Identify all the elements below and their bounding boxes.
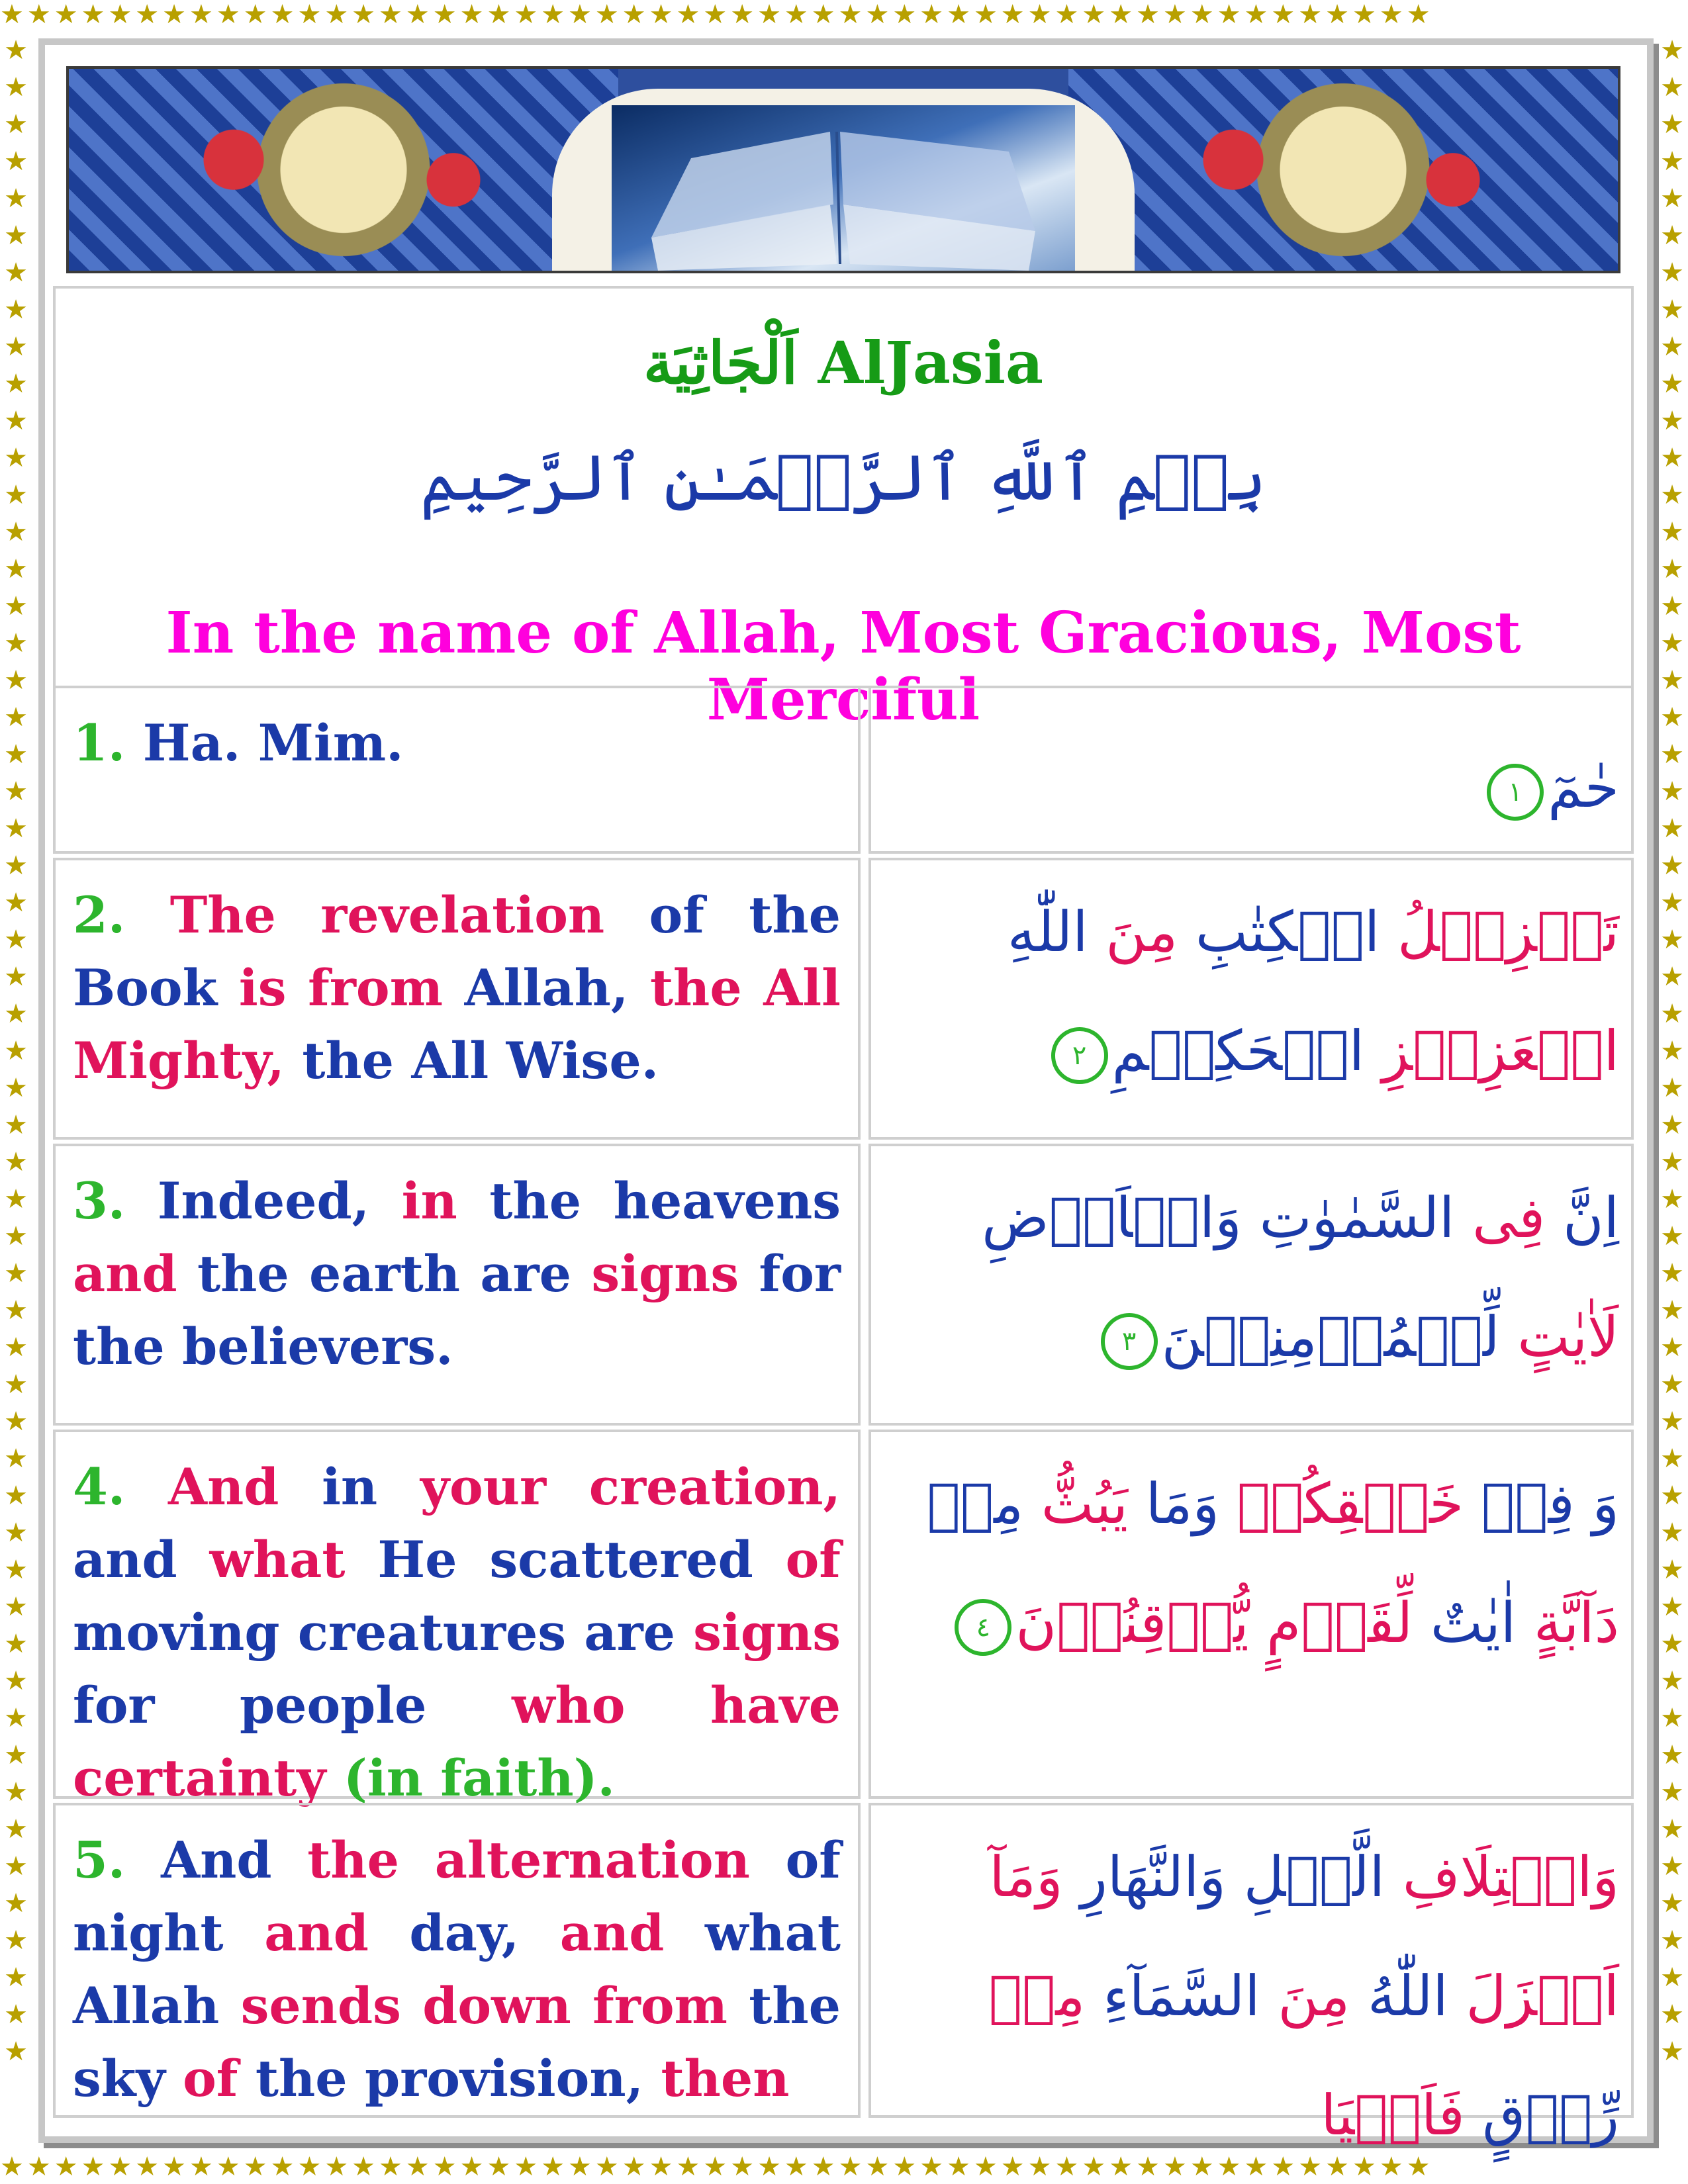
- verse-arabic-segment: وَالۡاَرۡضِ: [982, 1185, 1242, 1250]
- verse-english-text: [73, 707, 841, 780]
- surah-title: اَلْجَاثِيَة AlJasia: [643, 328, 1044, 397]
- ayah-end-marker-icon: ٢: [1051, 1027, 1108, 1084]
- verse-arabic-segment: اَنۡزَلَ: [1448, 1964, 1619, 2028]
- verse-english-segment: then: [661, 2049, 790, 2108]
- verse-arabic-segment: اللّٰهُ: [1350, 1964, 1448, 2028]
- verse-number: 1.: [73, 713, 126, 772]
- verse-english-segment: in: [322, 1457, 420, 1516]
- star-border-right: ★★★★★★★★★★★★★★★★★★★★★★★★★★★★★★★★★★★★★★★★★★★★★★★★★★★★★★★: [1660, 35, 1684, 2067]
- verse-arabic-segment: تَنۡزِيۡلُ: [1380, 899, 1619, 964]
- verse-arabic-segment: وَمَا: [1128, 1471, 1219, 1536]
- verse-english-segment: signs: [591, 1244, 759, 1303]
- verse-arabic-segment: فَاَحۡيَا: [1321, 2083, 1465, 2148]
- verse-english-segment: signs: [693, 1603, 841, 1662]
- verse-number: 2.: [73, 886, 126, 944]
- verse-english-segment: of: [785, 1530, 841, 1589]
- verse-arabic-segment: يُّوۡقِنُوۡنَ: [1015, 1590, 1249, 1655]
- verse-arabic-segment: الَّيۡلِ: [1225, 1844, 1385, 1909]
- verse-arabic-segment: السَّمٰوٰتِ: [1241, 1185, 1455, 1250]
- verse-arabic-text: [884, 728, 1619, 847]
- verse-english-segment: the provision,: [255, 2049, 661, 2108]
- verse-arabic-segment: يَبُثُّ: [1023, 1471, 1129, 1536]
- verse-arabic-segment: وَالنَّهَارِ: [1062, 1844, 1226, 1909]
- verse-english-segment: The: [125, 886, 321, 944]
- verse-english-segment: and: [73, 1530, 210, 1589]
- verse-arabic-segment: رِّزۡقٍ: [1464, 2083, 1619, 2148]
- verse-arabic-cell: [868, 1144, 1634, 1426]
- bismillah-translation: In the name of Allah, Most Gracious, Most Merciful: [165, 600, 1521, 733]
- verse-arabic-text: [884, 1444, 1619, 1682]
- ayah-end-marker-icon: ١: [1487, 764, 1544, 821]
- verse-english-segment: Ha. Mim.: [125, 713, 404, 772]
- verse-arabic-segment: اللّٰهِ: [1007, 899, 1088, 964]
- verse-english-segment: He scattered: [377, 1530, 786, 1589]
- verse-english-segment: day,: [409, 1903, 560, 1962]
- verse-english-segment: the earth are: [197, 1244, 592, 1303]
- verse-english-segment: Allah,: [464, 958, 650, 1017]
- ayah-end-marker-icon: ٣: [1101, 1313, 1158, 1370]
- verse-english-segment: for people: [73, 1676, 512, 1735]
- verse-arabic-cell: [868, 1430, 1634, 1799]
- verse-arabic-segment: مِنَ: [1088, 899, 1178, 964]
- verse-arabic-segment: الۡعَزِيۡزِ: [1364, 1019, 1619, 1083]
- header-banner: [66, 66, 1620, 273]
- verse-english-segment: the heavens: [489, 1171, 841, 1230]
- verse-arabic-segment: دَآبَّةٍ: [1516, 1590, 1619, 1655]
- verse-arabic-text: [884, 1158, 1619, 1396]
- verse-english-cell: [53, 1430, 861, 1807]
- verse-arabic-cell: [868, 1803, 1634, 2148]
- verse-english-cell: [53, 1144, 861, 1426]
- star-border-left: ★★★★★★★★★★★★★★★★★★★★★★★★★★★★★★★★★★★★★★★★★★★★★★★★★★★★★★★: [4, 35, 28, 2067]
- verse-english-segment: what: [209, 1530, 378, 1589]
- verse-english-segment: your creation,: [420, 1457, 841, 1516]
- verse-english-segment: what Allah: [73, 1903, 841, 2035]
- verse-english-segment: the sky: [73, 1976, 841, 2108]
- open-quran-image: [612, 105, 1075, 271]
- verse-english-cell: [53, 1803, 861, 2118]
- verse-arabic-cell: [868, 686, 1634, 854]
- verse-arabic-text: [884, 872, 1619, 1111]
- verse-row-4: [53, 1430, 1634, 1807]
- verse-english-segment: sends down from: [240, 1976, 749, 2035]
- ornament-tile-right: [1068, 69, 1618, 271]
- title-box: [53, 286, 1634, 733]
- verse-row-1: [53, 686, 1634, 854]
- verse-arabic-segment: وَمَآ: [989, 1844, 1063, 1909]
- verse-arabic-segment: مِنَ: [1260, 1964, 1350, 2028]
- verse-english-segment: the All Mighty,: [73, 958, 841, 1090]
- verse-english-segment: who have certainty: [73, 1676, 841, 1807]
- verse-english-segment: of the Book: [73, 886, 841, 1017]
- verse-english-segment: the All Wise.: [302, 1031, 659, 1090]
- verse-english-cell: [53, 858, 861, 1140]
- verse-english-segment: the: [307, 1831, 435, 1889]
- verse-arabic-segment: خَلۡقِكُمۡ: [1219, 1471, 1464, 1536]
- verse-arabic-segment: السَّمَآءِ: [1085, 1964, 1260, 2028]
- verse-number: 4.: [73, 1457, 126, 1516]
- verse-arabic-segment: لِّلۡمُؤۡمِنِيۡنَ: [1161, 1304, 1500, 1369]
- verse-arabic-segment: لَاٰيٰتٍ: [1499, 1304, 1619, 1369]
- verse-row-3: [53, 1144, 1634, 1426]
- verse-english-text: [73, 879, 841, 1097]
- ornament-tile-left: [69, 69, 618, 271]
- verse-english-segment: moving creatures are: [73, 1603, 694, 1662]
- verse-english-segment: Indeed,: [125, 1171, 402, 1230]
- verse-row-5: [53, 1803, 1634, 2148]
- verse-arabic-segment: مِنۡ: [988, 1964, 1086, 2028]
- verse-english-text: [73, 1824, 841, 2115]
- verse-english-segment: (in faith).: [343, 1749, 616, 1807]
- ayah-end-marker-icon: ٤: [955, 1599, 1011, 1656]
- verse-english-segment: is from: [238, 958, 465, 1017]
- verse-arabic-segment: مِنۡ: [927, 1471, 1024, 1536]
- verse-arabic-segment: وَ فِىۡ: [1464, 1471, 1619, 1536]
- verse-english-segment: And: [125, 1457, 322, 1516]
- star-border-top: ★★★★★★★★★★★★★★★★★★★★★★★★★★★★★★★★★★★★★★★★★★★★★★★★★★★★★: [0, 0, 1434, 30]
- verse-number: 5.: [73, 1831, 126, 1889]
- verse-arabic-segment: اِنَّ: [1545, 1185, 1619, 1250]
- bismillah-arabic: بِسۡمِ ٱللَّهِ ٱلرَّحۡمَـٰنِ ٱلرَّحِيمِ: [420, 441, 1267, 515]
- verse-arabic-segment: اٰيٰتٌ: [1413, 1590, 1517, 1655]
- star-border-bottom: ★★★★★★★★★★★★★★★★★★★★★★★★★★★★★★★★★★★★★★★★★★★★★★★★★★★★★: [0, 2152, 1434, 2182]
- verse-english-segment: and: [559, 1903, 705, 1962]
- verse-arabic-segment: فِى: [1454, 1185, 1546, 1250]
- verse-english-segment: alternation: [434, 1831, 786, 1889]
- verse-arabic-segment: حٰمٓ: [1548, 755, 1619, 820]
- verse-english-segment: for the believers.: [73, 1244, 841, 1376]
- verse-english-text: [73, 1451, 841, 1815]
- verse-english-segment: in: [401, 1171, 490, 1230]
- verse-arabic-cell: [868, 858, 1634, 1140]
- verse-english-segment: of: [183, 2049, 256, 2108]
- verse-english-segment: revelation: [320, 886, 649, 944]
- verse-english-text: [73, 1165, 841, 1383]
- verse-number: 3.: [73, 1171, 126, 1230]
- verse-english-segment: and: [73, 1244, 197, 1303]
- verse-arabic-segment: لِّقَوۡمٍ: [1248, 1590, 1413, 1655]
- verse-arabic-segment: وَاخۡتِلَافِ: [1385, 1844, 1619, 1909]
- verse-english-segment: of night: [73, 1831, 841, 1962]
- verse-arabic-segment: الۡحَكِيۡمِ: [1111, 1019, 1365, 1083]
- verse-english-segment: and: [264, 1903, 410, 1962]
- verse-english-segment: And: [125, 1831, 308, 1889]
- verse-arabic-text: [884, 1817, 1619, 2175]
- verse-english-cell: [53, 686, 861, 854]
- verse-arabic-segment: الۡكِتٰبِ: [1178, 899, 1380, 964]
- verse-row-2: [53, 858, 1634, 1140]
